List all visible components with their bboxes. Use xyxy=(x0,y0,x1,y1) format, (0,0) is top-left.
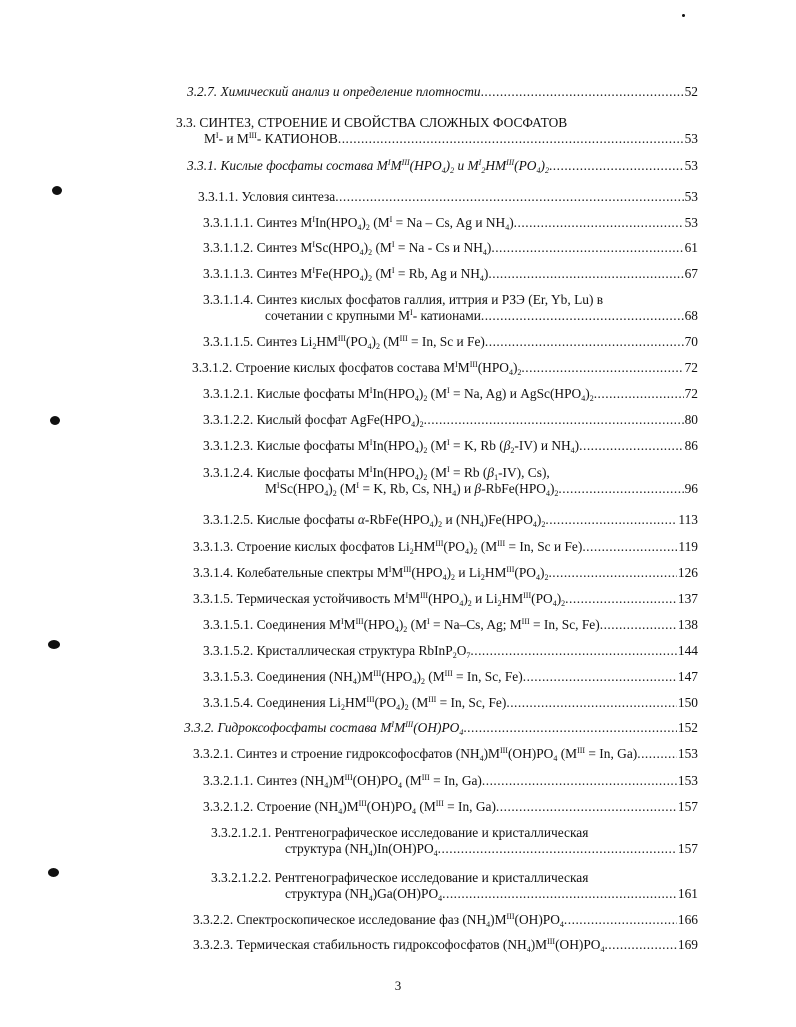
toc-entry-title: $M^I-$ и $M^{III}-$ КАТИОНОВ xyxy=(204,131,338,146)
toc-page-number: 72 xyxy=(684,360,698,375)
toc-page-number: 86 xyxy=(684,438,698,453)
toc-entry-title-line: 3.3. СИНТЕЗ, СТРОЕНИЕ И СВОЙСТВА СЛОЖНЫХ ФОСФАТОВ xyxy=(176,115,568,130)
toc-entry-title-line: 3.3.2.1.2.2. Рентгенографическое исследование и кристаллическая xyxy=(211,870,589,885)
toc-entry xyxy=(203,773,698,789)
dot-leader xyxy=(582,539,677,555)
toc-entry xyxy=(211,825,698,857)
toc-page-number: 169 xyxy=(677,937,698,952)
toc-page-number: 67 xyxy=(684,266,698,281)
toc-page-number: 96 xyxy=(684,481,698,496)
toc-page-number: 150 xyxy=(677,695,698,710)
toc-entry-title: 3.3.1.5.1. Соединения $M^IM^{III}(HPO_4)_2$ ($M^I = Na-Cs$, Ag; $M^{III} = In$, Sc, Fe) xyxy=(203,617,600,634)
dot-leader xyxy=(438,841,677,857)
toc-entry-title: 3.3.1.3. Строение кислых фосфатов $Li_2HM^{III}(PO_4)_2$ ($M^{III} = In$, Sc и Fe) xyxy=(193,539,583,556)
dot-leader xyxy=(564,912,677,928)
dot-leader xyxy=(558,481,683,497)
toc-page-number: 80 xyxy=(684,412,698,427)
toc-page-number: 161 xyxy=(677,886,698,901)
toc-entry xyxy=(203,412,698,428)
toc-entry xyxy=(193,937,698,953)
toc-page-number: 53 xyxy=(684,215,698,230)
page-number: 3 xyxy=(394,978,402,993)
toc-entry-title: 3.3.1.2.5. Кислые фосфаты $\alpha-RbFe(HPO_4)_2$ и $(NH_4)Fe(HPO_4)_2$ xyxy=(203,512,546,529)
toc-entry xyxy=(192,360,698,376)
toc-entry-title: 3.3.2. Гидроксофосфаты состава $M^IM^{III}(OH)PO_4$ xyxy=(184,720,464,737)
toc-page-number: 113 xyxy=(678,512,698,527)
toc-entry-title: 3.3.1.5.4. Соединения $Li_2HM^{III}(PO_4)_2$ ($M^{III} = In$, Sc, Fe) xyxy=(203,695,507,712)
toc-entry-title: 3.3.1. Кислые фосфаты состава $M^IM^{III}(HPO_4)_2$ и $M^I_2HM^{III}(PO_4)_2$ xyxy=(187,158,549,175)
toc-entry-title: 3.3.1.1.5. Синтез $Li_2HM^{III}(PO_4)_2$ ($M^{III} = In$, Sc и Fe) xyxy=(203,334,485,351)
toc-entry xyxy=(203,799,698,815)
dot-leader xyxy=(481,308,684,324)
toc-entry xyxy=(187,84,698,100)
toc-entry xyxy=(203,438,698,454)
dot-leader xyxy=(514,215,684,231)
toc-entry-title-line: 3.3.1.1.4. Синтез кислых фосфатов галлия, иттрия и РЗЭ (Er, Yb, Lu) в xyxy=(203,292,604,307)
dot-leader xyxy=(485,334,684,350)
toc-page-number: 68 xyxy=(684,308,698,323)
toc-entry xyxy=(203,240,698,256)
scan-speck xyxy=(48,640,60,649)
toc-entry xyxy=(187,158,698,174)
dot-leader xyxy=(565,591,677,607)
toc-entry xyxy=(193,539,698,555)
toc-page-number: 152 xyxy=(677,720,698,735)
toc-entry-title: 3.3.1.1. Условия синтеза xyxy=(198,189,336,204)
toc-page-number: 70 xyxy=(684,334,698,349)
toc-entry-title: 3.3.2.3. Термическая стабильность гидроксофосфатов $(NH_4)M^{III}(OH)PO_4$ xyxy=(193,937,605,954)
toc-entry-title: 3.3.1.4. Колебательные спектры $M^IM^{III}(HPO_4)_2$ и $Li_2HM^{III}(PO_4)_2$ xyxy=(193,565,549,582)
toc-entry xyxy=(193,746,698,762)
toc-entry-title: 3.3.1.5.2. Кристаллическая структура $RbInP_2O_7$ xyxy=(203,643,471,660)
dot-leader xyxy=(548,565,676,581)
toc-entry-title: структура $(NH_4)Ga(OH)PO_4$ xyxy=(285,886,443,903)
dot-leader xyxy=(523,669,677,685)
toc-entry-title: 3.3.1.2.2. Кислый фосфат $AgFe(HPO_4)_2$ xyxy=(203,412,424,429)
dot-leader xyxy=(338,131,684,147)
toc-entry xyxy=(211,870,698,902)
toc-page-number: 137 xyxy=(677,591,698,606)
dot-leader xyxy=(594,386,684,402)
toc-entry-title: 3.2.7. Химический анализ и определение плотности xyxy=(187,84,481,99)
toc-page-number: 53 xyxy=(684,189,698,204)
toc-entry xyxy=(203,334,698,350)
toc-entry xyxy=(193,912,698,928)
toc-entry-title-line: 3.3.2.1.2.1. Рентгенографическое исследование и кристаллическая xyxy=(211,825,589,840)
toc-entry xyxy=(193,591,698,607)
toc-entry xyxy=(184,720,698,736)
dot-leader xyxy=(491,240,683,256)
toc-entry xyxy=(193,565,698,581)
scan-speck xyxy=(50,416,60,425)
dot-leader xyxy=(496,799,677,815)
toc-entry xyxy=(203,292,698,324)
toc-entry xyxy=(176,115,698,147)
toc-entry-title: $M^ISc(HPO_4)_2$ ($M^I = K$, Rb, Cs, $NH_4$) и $\beta-RbFe(HPO_4)_2$ xyxy=(265,481,559,498)
toc-page-number: 126 xyxy=(677,565,698,580)
toc-entry xyxy=(203,266,698,282)
scan-speck xyxy=(52,186,62,195)
toc-entry-title: 3.3.2.2. Спектроскопическое исследование фаз $(NH_4)M^{III}(OH)PO_4$ xyxy=(193,912,564,929)
scan-speck xyxy=(48,868,59,877)
toc-page-number: 119 xyxy=(678,539,698,554)
dot-leader xyxy=(335,189,683,205)
toc-entry-title: 3.3.1.2. Строение кислых фосфатов состава $M^IM^{III}(HPO_4)_2$ xyxy=(192,360,522,377)
dot-leader xyxy=(545,512,677,528)
scan-speck xyxy=(682,14,685,17)
toc-entry-title: 3.3.1.2.1. Кислые фосфаты $M^IIn(HPO_4)_2$ ($M^I = Na$, Ag) и $AgSc(HPO_4)_2$ xyxy=(203,386,594,403)
toc-entry-title: 3.3.2.1.2. Строение $(NH_4)M^{III}(OH)PO_4$ ($M^{III} = In$, Ga) xyxy=(203,799,496,816)
toc-page-number: 138 xyxy=(677,617,698,632)
dot-leader xyxy=(482,773,677,789)
toc-entry-title: 3.3.1.2.3. Кислые фосфаты $M^IIn(HPO_4)_2$ ($M^I = K$, Rb $(\beta_2-IV)$ и $NH_4$) xyxy=(203,438,580,455)
dot-leader xyxy=(481,84,684,100)
dot-leader xyxy=(470,643,677,659)
dot-leader xyxy=(600,617,677,633)
toc-page-number: 53 xyxy=(684,158,698,173)
dot-leader xyxy=(549,158,684,174)
toc-page-number: 61 xyxy=(684,240,698,255)
toc-entry xyxy=(203,643,698,659)
toc-entry-title: структура $(NH_4)In(OH)PO_4$ xyxy=(285,841,438,858)
toc-page-number: 52 xyxy=(684,84,698,99)
dot-leader xyxy=(604,937,676,953)
toc-entry xyxy=(203,669,698,685)
toc-entry xyxy=(203,617,698,633)
toc-page-number: 157 xyxy=(677,799,698,814)
dot-leader xyxy=(579,438,683,454)
toc-entry xyxy=(203,215,698,231)
toc-page-number: 153 xyxy=(677,773,698,788)
toc-entry xyxy=(203,465,698,497)
toc-page-number: 147 xyxy=(677,669,698,684)
toc-page-number: 166 xyxy=(677,912,698,927)
toc-entry-title: 3.3.1.1.3. Синтез $M^IFe(HPO_4)_2$ ($M^I = Rb$, Ag и $NH_4$) xyxy=(203,266,489,283)
toc-entry-title: 3.3.1.1.2. Синтез $M^ISc(HPO_4)_2$ ($M^I = Na - Cs$ и $NH_4$) xyxy=(203,240,492,257)
toc-page-number: 157 xyxy=(677,841,698,856)
toc-entry-title: сочетании с крупными $M^I-$ катионами xyxy=(265,308,481,323)
dot-leader xyxy=(488,266,683,282)
toc-entry xyxy=(203,512,698,528)
toc-entry-title: 3.3.2.1. Синтез и строение гидроксофосфатов $(NH_4)M^{III}(OH)PO_4$ ($M^{III} = In$, Ga) xyxy=(193,746,638,763)
dot-leader xyxy=(521,360,683,376)
toc-entry xyxy=(203,386,698,402)
dot-leader xyxy=(424,412,684,428)
dot-leader xyxy=(463,720,677,736)
toc-entry xyxy=(198,189,698,205)
toc-page-number: 153 xyxy=(677,746,698,761)
toc-page-number: 53 xyxy=(684,131,698,146)
dot-leader xyxy=(637,746,677,762)
toc-entry-title: 3.3.2.1.1. Синтез $(NH_4)M^{III}(OH)PO_4$ ($M^{III} = In$, Ga) xyxy=(203,773,482,790)
toc-page-number: 144 xyxy=(677,643,698,658)
dot-leader xyxy=(442,886,677,902)
toc-entry-title: 3.3.1.5.3. Соединения $(NH_4)M^{III}(HPO_4)_2$ ($M^{III} = In$, Sc, Fe) xyxy=(203,669,523,686)
toc-page-number: 72 xyxy=(684,386,698,401)
dot-leader xyxy=(506,695,677,711)
toc-entry xyxy=(203,695,698,711)
toc-entry-title-line: 3.3.1.2.4. Кислые фосфаты $M^IIn(HPO_4)_2$ ($M^I = Rb$ $(\beta_1-IV)$, Cs), xyxy=(203,465,550,482)
toc-entry-title: 3.3.1.1.1. Синтез $M^IIn(HPO_4)_2$ ($M^I = Na - Cs$, Ag и $NH_4$) xyxy=(203,215,514,232)
toc-entry-title: 3.3.1.5. Термическая устойчивость $M^IM^{III}(HPO_4)_2$ и $Li_2HM^{III}(PO_4)_2$ xyxy=(193,591,566,608)
